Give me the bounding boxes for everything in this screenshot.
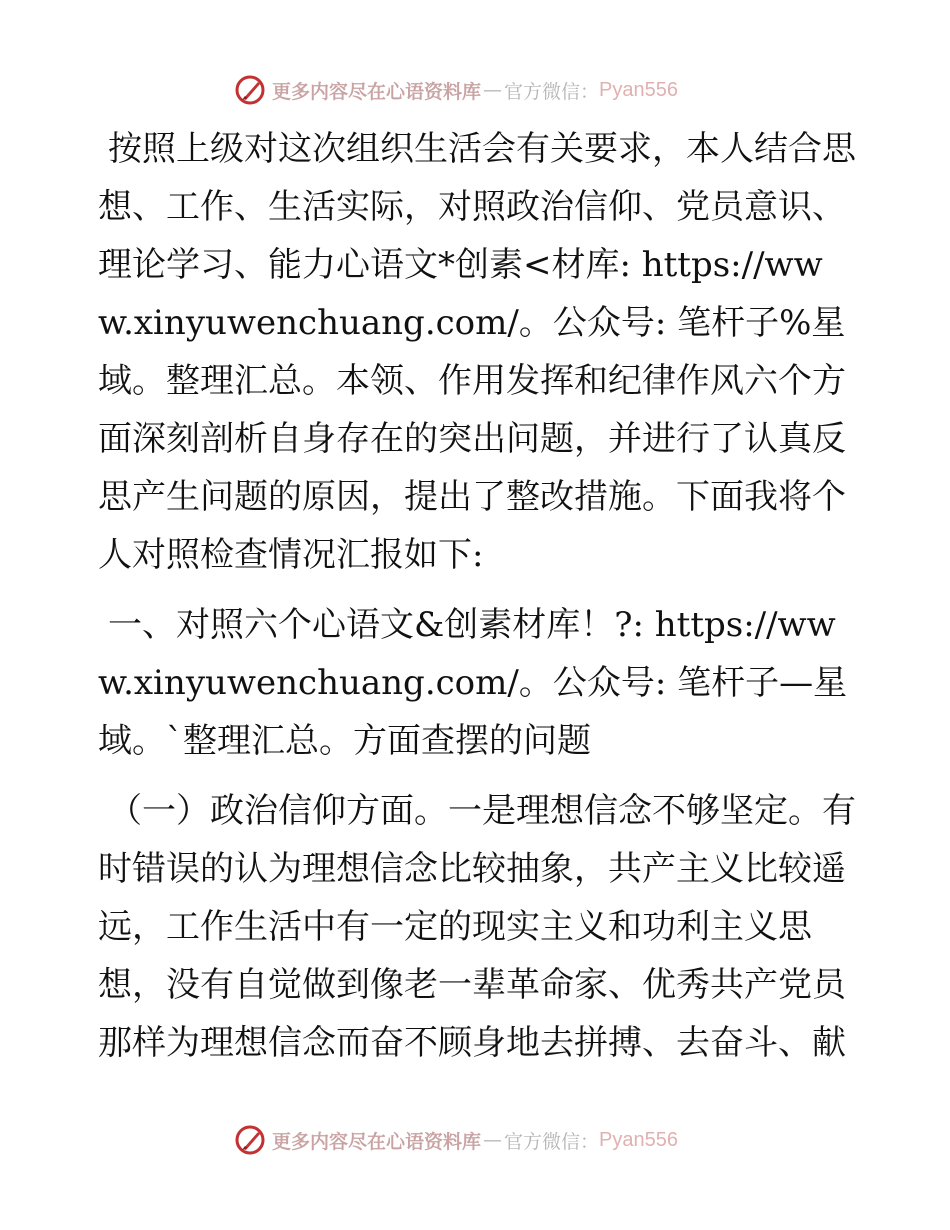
banner-wechat-account: Pyan556 (599, 1128, 678, 1151)
banner-wechat-label: 官方微信： (504, 1130, 600, 1153)
quill-seal-logo-icon (234, 74, 266, 106)
header-watermark-banner (234, 70, 734, 110)
footer-watermark-banner (234, 1120, 734, 1160)
banner-main-text: 更多内容尽在心语资料库 (272, 1130, 482, 1153)
banner-separator: — (483, 1129, 503, 1151)
quill-seal-logo-icon (234, 1124, 266, 1156)
intro-paragraph: 按照上级对这次组织生活会有关要求，本人结合思想、工作、生活实际，对照政治信仰、党员意识、理论学习、能力心语文*创素<材库: https://www.xinyuwenchuang.com/。公众号: 笔杆子%星域。整理汇总。本领、作用发挥和纪律作风六个方面深刻剖析自身存在的突出问题，并进行了认真反思产生问题的原因，提出了整改措施。下面我将个人对照检查情况汇报如下: (98, 129, 856, 575)
banner-wechat-account: Pyan556 (599, 78, 678, 101)
banner-wechat-label: 官方微信： (504, 80, 600, 103)
banner-separator: — (483, 79, 503, 101)
document-body (98, 120, 858, 1084)
subsection-paragraph-1: （一）政治信仰方面。一是理想信念不够坚定。有时错误的认为理想信念比较抽象，共产主义比较遥远，工作生活中有一定的现实主义和功利主义思想，没有自觉做到像老一辈革命家、优秀共产党员那样为理想信念而奋不顾身地去拼搏、去奋斗、献 (98, 791, 856, 1063)
section-heading-1: 一、对照六个心语文&创素材库！?: https://www.xinyuwenchuang.com/。公众号: 笔杆子—星域。`整理汇总。方面查摆的问题 (98, 605, 848, 761)
banner-main-text: 更多内容尽在心语资料库 (272, 80, 482, 103)
